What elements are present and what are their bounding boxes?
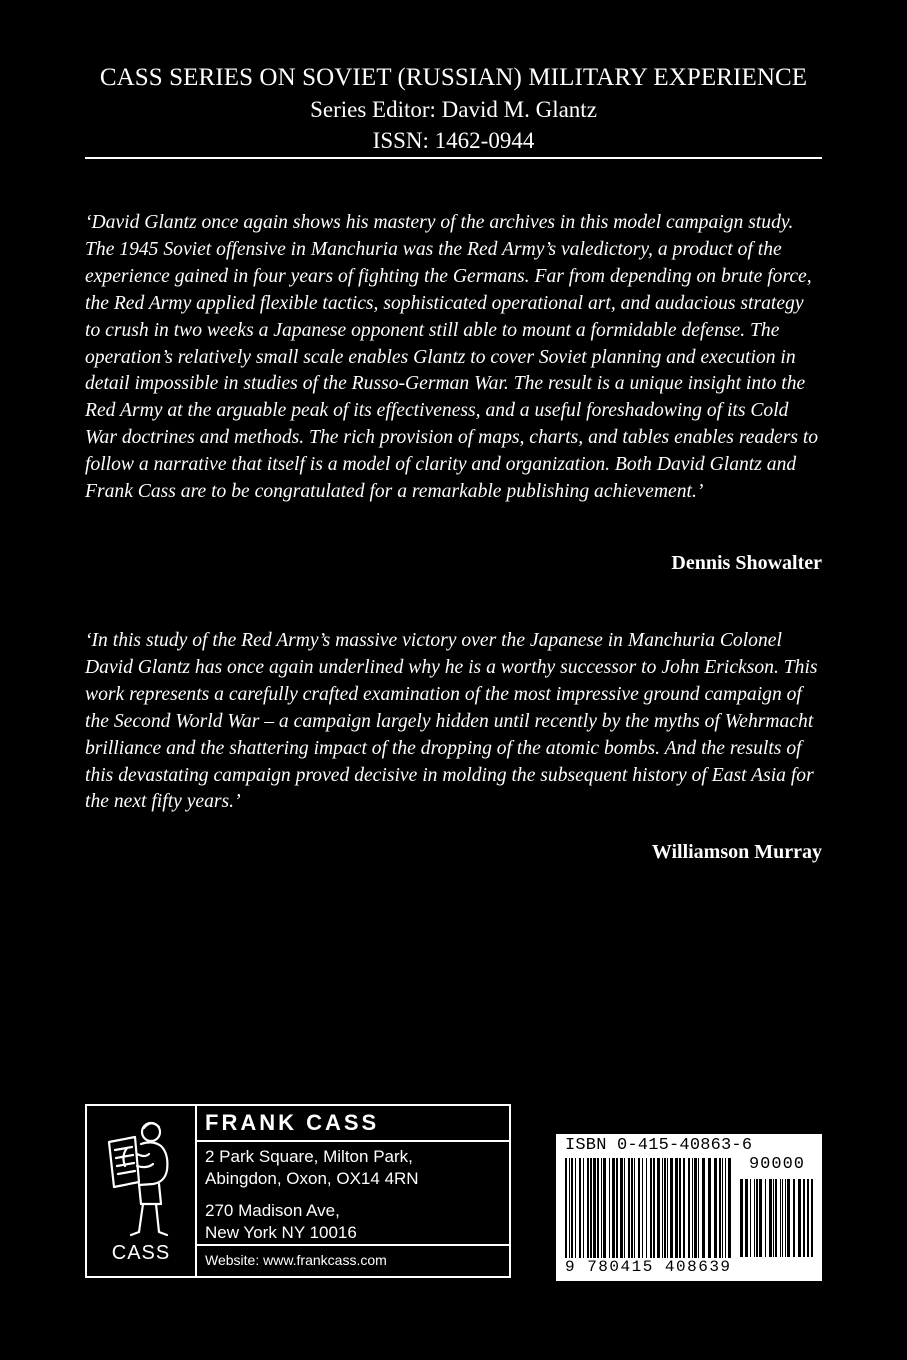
addon-barcode-bars xyxy=(740,1179,814,1257)
reading-figure-icon xyxy=(101,1116,181,1240)
publisher-logo-label: CASS xyxy=(111,1242,171,1264)
series-title: CASS SERIES ON SOVIET (RUSSIAN) MILITARY EXPERIENCE xyxy=(99,64,808,91)
isbn-text: ISBN 0-415-40863-6 xyxy=(565,1136,753,1155)
review-quote-murray: ‘In this study of the Red Army’s massive victory over the Japanese in Manchuria Colonel David Glantz has once again underlined why he is a worthy successor to John Erickson. This work represents a carefully crafted examination of the most impressive ground campaign of the Second World War – a campaign largely hidden until recently by the myths of Wehrmacht brilliance and the shattering impact of the dropping of the atomic bombs. And the results of this devastating campaign proved decisive in molding the subsequent history of East Asia for the next fifty years.’ xyxy=(85,630,818,813)
address-uk-line1: 2 Park Square, Milton Park, xyxy=(205,1147,413,1166)
series-issn: ISSN: 1462-0944 xyxy=(372,128,535,153)
address-us-line2: New York NY 10016 xyxy=(205,1223,357,1242)
publisher-address-us xyxy=(205,1200,357,1244)
address-us-line1: 270 Madison Ave, xyxy=(205,1201,340,1220)
publisher-address-uk xyxy=(205,1146,419,1190)
publisher-divider-top xyxy=(197,1140,509,1142)
publisher-box xyxy=(85,1104,511,1278)
addon-code: 90000 xyxy=(748,1155,805,1174)
series-header xyxy=(85,62,822,156)
publisher-info xyxy=(197,1106,509,1276)
ean-barcode-bars xyxy=(565,1158,733,1258)
publisher-logo xyxy=(87,1106,197,1276)
header-divider xyxy=(85,157,822,159)
review-author-murray: Williamson Murray xyxy=(651,841,822,863)
publisher-divider-bottom xyxy=(197,1244,509,1246)
ean-number: 9 780415 408639 xyxy=(565,1258,732,1276)
publisher-website: Website: www.frankcass.com xyxy=(205,1252,387,1268)
address-uk-line2: Abingdon, Oxon, OX14 4RN xyxy=(205,1169,419,1188)
isbn-barcode xyxy=(556,1134,822,1281)
publisher-name: FRANK CASS xyxy=(205,1110,380,1135)
series-editor: Series Editor: David M. Glantz xyxy=(310,97,597,122)
review-author-showalter: Dennis Showalter xyxy=(671,552,822,574)
review-quote-showalter: ‘David Glantz once again shows his mastery of the archives in this model campaign study. The 1945 Soviet offensive in Manchuria was the Red Army’s valedictory, a product of the experience gained in four years of fighting the Germans. Far from depending on brute force, the Red Army applied flexible tactics, sophisticated operational art, and audacious strategy to crush in two weeks a Japanese opponent still able to mount a formidable defense. The operation’s relatively small scale enables Glantz to cover Soviet planning and execution in detail impossible in studies of the Russo-German War. The result is a unique insight into the Red Army at the arguable peak of its effectiveness, and a useful foreshadowing of its Cold War doctrines and methods. The rich provision of maps, charts, and tables enables readers to follow a narrative that itself is a model of clarity and organization. Both David Glantz and Frank Cass are to be congratulated for a remarkable publishing achievement.’ xyxy=(85,212,819,503)
